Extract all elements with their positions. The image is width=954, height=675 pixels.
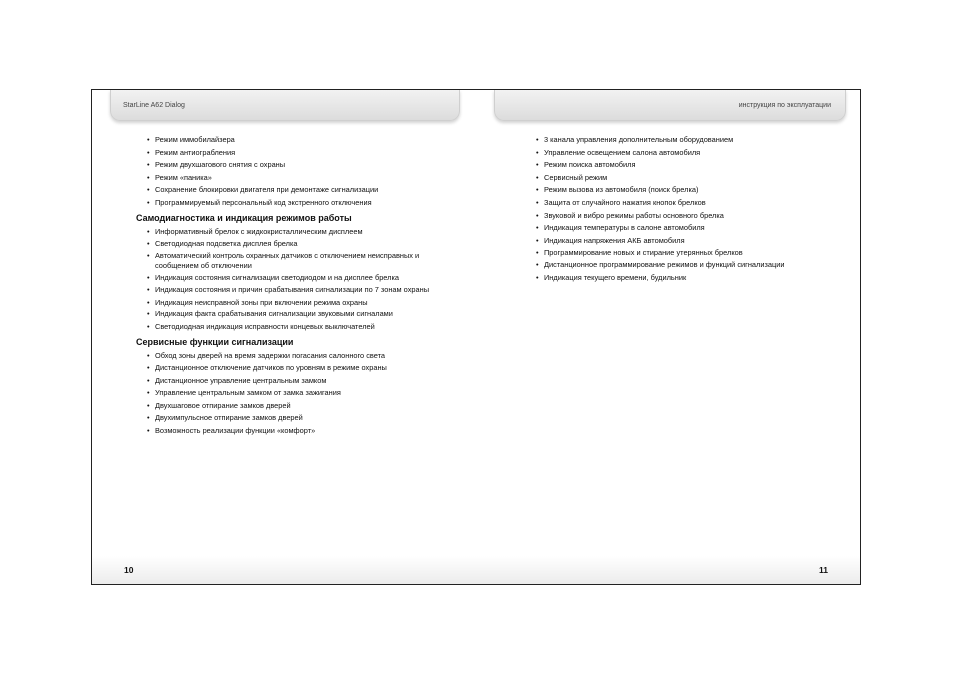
left-header-title: StarLine A62 Dialog [123, 102, 185, 109]
list-item: • Индикация неисправной зоны при включении режима охраны [136, 297, 436, 310]
diagnostics-feature-list [136, 226, 436, 334]
list-item: • Режим поиска автомобиля [536, 159, 836, 172]
list-item: • Программирование новых и стирание утерянных брелков [536, 247, 836, 260]
list-item: • 3 канала управления дополнительным оборудованием [536, 134, 836, 147]
section-title-diagnostics: Самодиагностика и индикация режимов работы [136, 212, 352, 223]
list-item: • Обход зоны дверей на время задержки погасания салонного света [136, 350, 436, 363]
intro-feature-list [136, 134, 436, 210]
list-item: • Сервисный режим [536, 172, 836, 185]
list-item: • Управление центральным замком от замка зажигания [136, 387, 436, 400]
list-item: • Режим двухшагового снятия с охраны [136, 159, 436, 172]
list-item: • Светодиодная подсветка дисплея брелка [136, 238, 436, 251]
page-number-right: 11 [819, 565, 828, 575]
list-item: • Автоматический контроль охранных датчиков с отключением неисправных и сообщением об отключении [136, 251, 436, 273]
list-item: • Защита от случайного нажатия кнопок брелков [536, 197, 836, 210]
list-item: • Индикация температуры в салоне автомобиля [536, 222, 836, 235]
list-item: • Информативный брелок с жидкокристаллическим дисплеем [136, 226, 436, 239]
list-item: • Сохранение блокировки двигателя при демонтаже сигнализации [136, 184, 436, 197]
right-page-content [536, 134, 836, 285]
list-item: • Индикация факта срабатывания сигнализации звуковыми сигналами [136, 309, 436, 321]
list-item: • Режим антиограбления [136, 147, 436, 160]
list-item: • Индикация состояния и причин срабатывания сигнализации по 7 зонам охраны [136, 285, 436, 297]
document-spread [91, 89, 861, 585]
list-item: • Управление освещением салона автомобиля [536, 147, 836, 160]
list-item: • Программируемый персональный код экстренного отключения [136, 197, 436, 210]
list-item: • Двухимпульсное отпирание замков дверей [136, 412, 436, 425]
list-item: • Дистанционное управление центральным замком [136, 375, 436, 388]
list-item: • Режим иммобилайзера [136, 134, 436, 147]
right-header-tab [494, 90, 846, 121]
right-header-title: инструкция по эксплуатации [738, 102, 831, 109]
list-item: • Двухшаговое отпирание замков дверей [136, 400, 436, 413]
list-item: • Индикация напряжения АКБ автомобиля [536, 235, 836, 248]
list-item: • Режим вызова из автомобиля (поиск брелка) [536, 184, 836, 197]
list-item: • Индикация состояния сигнализации светодиодом и на дисплее брелка [136, 273, 436, 285]
list-item: • Дистанционное отключение датчиков по уровням в режиме охраны [136, 363, 436, 375]
left-header-tab [110, 90, 460, 121]
list-item: • Индикация текущего времени, будильник [536, 272, 836, 285]
list-item: • Звуковой и вибро режимы работы основного брелка [536, 210, 836, 223]
list-item: • Светодиодная индикация исправности концевых выключателей [136, 321, 436, 334]
page-number-left: 10 [124, 565, 134, 575]
left-page-content [136, 134, 436, 438]
page-footer [92, 556, 860, 584]
list-item: • Режим «паника» [136, 172, 436, 185]
service-feature-list [136, 350, 436, 438]
list-item: • Дистанционное программирование режимов и функций сигнализации [536, 260, 836, 272]
additional-feature-list [536, 134, 836, 285]
section-title-service: Сервисные функции сигнализации [136, 336, 294, 347]
list-item: • Возможность реализации функции «комфорт» [136, 425, 436, 438]
